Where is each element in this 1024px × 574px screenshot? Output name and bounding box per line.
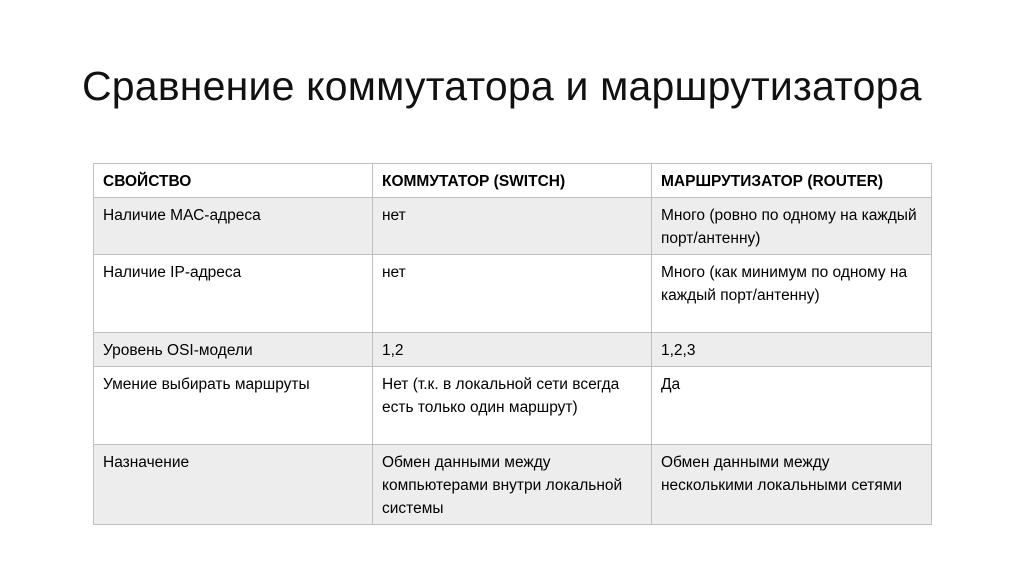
table-header-row (94, 164, 932, 198)
table-cell: Обмен данными между несколькими локальными сетями (652, 445, 932, 525)
table-cell: Наличие IP-адреса (94, 255, 373, 333)
comparison-table (93, 163, 932, 525)
table-cell: Назначение (94, 445, 373, 525)
table-cell: Много (ровно по одному на каждый порт/антенну) (652, 198, 932, 255)
header-switch: КОММУТАТОР (SWITCH) (373, 164, 652, 198)
table-row-mac-address (94, 198, 932, 255)
table-row-ip-address (94, 255, 932, 333)
header-router: МАРШРУТИЗАТОР (ROUTER) (652, 164, 932, 198)
header-property: СВОЙСТВО (94, 164, 373, 198)
table-row-osi-level (94, 333, 932, 367)
slide-title: Сравнение коммутатора и маршрутизатора (82, 63, 922, 109)
table-cell: 1,2 (373, 333, 652, 367)
table-cell: нет (373, 255, 652, 333)
table-cell: Уровень OSI-модели (94, 333, 373, 367)
table-cell: Нет (т.к. в локальной сети всегда есть только один маршрут) (373, 367, 652, 445)
table-cell: Да (652, 367, 932, 445)
table-cell: Наличие МАС-адреса (94, 198, 373, 255)
table-row-purpose (94, 445, 932, 525)
table-cell: 1,2,3 (652, 333, 932, 367)
table-cell: Много (как минимум по одному на каждый порт/антенну) (652, 255, 932, 333)
table-cell: Обмен данными между компьютерами внутри локальной системы (373, 445, 652, 525)
table-row-routing (94, 367, 932, 445)
table-cell: Умение выбирать маршруты (94, 367, 373, 445)
table-cell: нет (373, 198, 652, 255)
